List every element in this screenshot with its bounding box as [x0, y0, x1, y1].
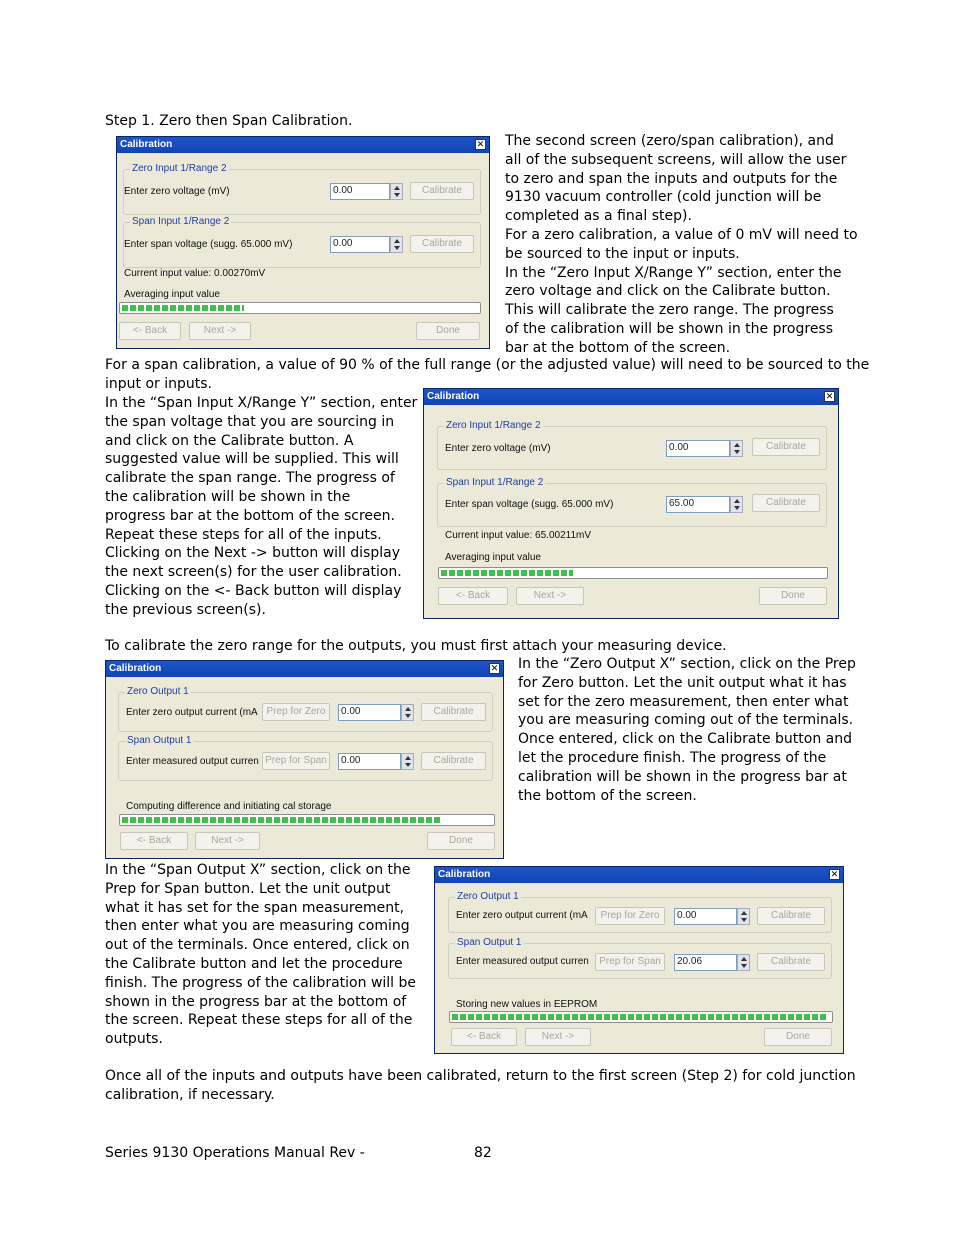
back-button[interactable]: <- Back: [119, 322, 181, 340]
zero-output-input[interactable]: 0.00: [338, 704, 401, 721]
calibration-dialog-2: [423, 388, 839, 619]
text-line: To calibrate the zero range for the outputs, you must first attach your measuring device.: [105, 638, 727, 654]
close-icon[interactable]: ✕: [825, 391, 834, 401]
status-text: Averaging input value: [445, 552, 541, 563]
done-button[interactable]: Done: [759, 587, 827, 605]
text-line: then enter what you are measuring coming: [105, 918, 410, 935]
zero-voltage-input[interactable]: 0.00: [330, 183, 390, 200]
done-button[interactable]: Done: [416, 322, 480, 340]
zero-voltage-spinner[interactable]: [730, 440, 743, 457]
text-line: for Zero button. Let the unit output what it has: [518, 674, 847, 691]
zero-output-spinner[interactable]: [401, 704, 414, 721]
text-line: shown in the progress bar at the bottom of: [105, 993, 407, 1010]
dialog-title: Calibration: [427, 391, 480, 402]
text-line: Prep for Span button. Let the unit output: [105, 880, 391, 897]
zero-voltage-label: Enter zero voltage (mV): [445, 443, 551, 454]
group-legend: Zero Input 1/Range 2: [132, 163, 227, 174]
calibration-dialog-4: [434, 866, 844, 1054]
dialog-title: Calibration: [120, 139, 173, 150]
closing-paragraph: [105, 1067, 856, 1105]
span-output-spinner[interactable]: [737, 954, 750, 971]
text-line: For a span calibration, a value of 90 % of the full range (or the adjusted value) will need to be sourced to the: [105, 357, 870, 373]
zero-voltage-spinner[interactable]: [390, 183, 403, 200]
text-line: Repeat these steps for all of the inputs.: [105, 526, 382, 543]
span-output-input[interactable]: 0.00: [338, 753, 401, 770]
text-line: The second screen (zero/span calibration), and: [505, 133, 834, 149]
intro-paragraph: [505, 132, 858, 358]
zero-calibrate-button[interactable]: Calibrate: [421, 703, 486, 721]
span-voltage-input[interactable]: 0.00: [330, 236, 390, 253]
span-calibrate-button[interactable]: Calibrate: [421, 752, 486, 770]
group-legend: Zero Input 1/Range 2: [446, 420, 541, 431]
text-line: Once entered, click on the Calibrate button and: [518, 731, 853, 748]
calibration-dialog-1: [116, 136, 490, 349]
span-voltage-label: Enter span voltage (sugg. 65.000 mV): [124, 239, 293, 250]
zero-calibrate-button[interactable]: Calibrate: [752, 438, 820, 456]
zero-output-paragraph: [518, 655, 856, 805]
progress-bar: [119, 302, 481, 314]
zero-voltage-label: Enter zero voltage (mV): [124, 186, 230, 197]
text-line: input or inputs.: [105, 375, 212, 392]
section-heading: [105, 113, 352, 129]
text-line: In the “Span Input X/Range Y” section, enter: [105, 395, 418, 411]
text-line: In the “Span Output X” section, click on the: [105, 862, 411, 878]
span-voltage-input[interactable]: 65.00: [666, 496, 730, 513]
done-button[interactable]: Done: [764, 1028, 832, 1046]
page-number: 82: [474, 1145, 492, 1161]
zero-voltage-input[interactable]: 0.00: [666, 440, 730, 457]
group-legend: Span Input 1/Range 2: [446, 477, 544, 488]
status-text: Storing new values in EEPROM: [456, 999, 598, 1010]
prep-for-zero-button[interactable]: Prep for Zero: [262, 703, 330, 721]
text-line: calibration, if necessary.: [105, 1086, 275, 1103]
text-line: you are measuring coming out of the terminals.: [518, 712, 854, 729]
done-button[interactable]: Done: [427, 832, 495, 850]
text-line: In the “Zero Output X” section, click on the Prep: [518, 656, 856, 672]
span-calibrate-button[interactable]: Calibrate: [757, 953, 825, 971]
text-line: This will calibrate the zero range. The progress: [505, 302, 834, 319]
text-line: completed as a final step).: [505, 208, 692, 225]
text-line: calibrate the span range. The progress of: [105, 470, 395, 487]
back-button[interactable]: <- Back: [438, 587, 508, 605]
text-line: all of the subsequent screens, will allow the user: [505, 151, 847, 168]
group-legend: Zero Output 1: [457, 891, 519, 902]
span-calibrate-button[interactable]: Calibrate: [752, 494, 820, 512]
span-voltage-spinner[interactable]: [390, 236, 403, 253]
text-line: progress bar at the bottom of the screen.: [105, 507, 395, 524]
progress-fill: [452, 1014, 826, 1020]
text-line: the previous screen(s).: [105, 601, 266, 618]
progress-fill: [122, 817, 440, 823]
progress-bar: [449, 1011, 833, 1023]
span-voltage-label: Enter span voltage (sugg. 65.000 mV): [445, 499, 614, 510]
group-legend: Span Input 1/Range 2: [132, 216, 230, 227]
span-output-label: Enter measured output curren: [126, 756, 259, 767]
current-input-value: Current input value: 65.00211mV: [445, 530, 592, 541]
back-button[interactable]: <- Back: [120, 832, 188, 850]
current-input-value: Current input value: 0.00270mV: [124, 268, 266, 279]
next-button[interactable]: Next ->: [525, 1028, 591, 1046]
progress-bar: [119, 814, 495, 826]
calibration-dialog-3: [105, 660, 504, 859]
text-line: let the procedure finish. The progress of the: [518, 749, 827, 766]
back-button[interactable]: <- Back: [451, 1028, 517, 1046]
output-intro-paragraph: [105, 637, 727, 656]
text-line: the Calibrate button and let the procedure: [105, 955, 403, 972]
text-line: of the calibration will be shown in the progress: [505, 320, 834, 337]
dialog-title-bar: [117, 137, 489, 153]
text-line: the calibration will be shown in the: [105, 488, 351, 505]
span-input-paragraph: [105, 394, 417, 620]
prep-for-span-button[interactable]: Prep for Span: [595, 953, 665, 971]
zero-calibrate-button[interactable]: Calibrate: [757, 907, 825, 925]
text-line: suggested value will be supplied. This will: [105, 451, 399, 468]
span-output-paragraph: [105, 861, 416, 1049]
zero-output-label: Enter zero output current (mA: [126, 707, 258, 718]
text-line: what it has set for the span measurement,: [105, 899, 405, 916]
text-line: the next screen(s) for the user calibration.: [105, 564, 402, 581]
text-line: the screen. Repeat these steps for all of the: [105, 1012, 413, 1029]
dialog-title: Calibration: [109, 663, 162, 674]
footer-title: Series 9130 Operations Manual Rev -: [105, 1145, 365, 1161]
zero-calibrate-button[interactable]: Calibrate: [410, 182, 474, 200]
next-button[interactable]: Next ->: [516, 587, 584, 605]
span-output-spinner[interactable]: [401, 753, 414, 770]
group-legend: Zero Output 1: [127, 686, 189, 697]
text-line: and click on the Calibrate button. A: [105, 432, 354, 449]
next-button[interactable]: Next ->: [195, 832, 260, 850]
text-line: to zero and span the inputs and outputs for the: [505, 170, 838, 187]
text-line: the span voltage that you are sourcing in: [105, 413, 395, 430]
zero-output-spinner[interactable]: [737, 908, 750, 925]
span-output-input[interactable]: 20.06: [674, 954, 737, 971]
group-legend: Span Output 1: [457, 937, 522, 948]
dialog-title-bar: [106, 661, 503, 677]
close-icon[interactable]: ✕: [830, 869, 839, 879]
span-voltage-spinner[interactable]: [730, 496, 743, 513]
span-calibrate-button[interactable]: Calibrate: [410, 235, 474, 253]
status-text: Computing difference and initiating cal storage: [126, 801, 332, 812]
span-output-label: Enter measured output curren: [456, 956, 589, 967]
text-line: bar at the bottom of the screen.: [505, 339, 731, 356]
close-icon[interactable]: ✕: [476, 139, 485, 149]
status-text: Averaging input value: [124, 289, 220, 300]
dialog-title-bar: [424, 389, 838, 405]
next-button[interactable]: Next ->: [189, 322, 251, 340]
text-line: calibration will be shown in the progress bar at: [518, 768, 847, 785]
text-line: set for the zero measurement, then enter what: [518, 693, 849, 710]
progress-bar: [438, 567, 828, 579]
dialog-title: Calibration: [438, 869, 491, 880]
text-line: out of the terminals. Once entered, click on: [105, 937, 410, 954]
heading-suffix: .: [347, 113, 353, 129]
prep-for-span-button[interactable]: Prep for Span: [262, 752, 330, 770]
progress-fill: [441, 570, 573, 576]
text-line: Once all of the inputs and outputs have been calibrated, return to the first screen (Step 2) for cold junction: [105, 1068, 856, 1084]
heading-title: Step 1. Zero then Span Calibration: [105, 113, 348, 129]
text-line: the bottom of the screen.: [518, 787, 697, 804]
close-icon[interactable]: ✕: [490, 663, 499, 673]
prep-for-zero-button[interactable]: Prep for Zero: [595, 907, 665, 925]
dialog-title-bar: [435, 867, 843, 883]
zero-output-input[interactable]: 0.00: [674, 908, 737, 925]
text-line: zero voltage and click on the Calibrate button.: [505, 283, 831, 300]
progress-fill: [122, 305, 244, 311]
zero-output-label: Enter zero output current (mA: [456, 910, 588, 921]
text-line: outputs.: [105, 1031, 163, 1048]
text-line: be sourced to the input or inputs.: [505, 245, 740, 262]
text-line: In the “Zero Input X/Range Y” section, enter the: [505, 264, 842, 281]
text-line: 9130 vacuum controller (cold junction will be: [505, 189, 822, 206]
text-line: finish. The progress of the calibration will be: [105, 974, 417, 991]
text-line: Clicking on the <- Back button will display: [105, 582, 402, 599]
text-line: Clicking on the Next -> button will display: [105, 545, 400, 562]
text-line: For a zero calibration, a value of 0 mV will need to: [505, 226, 858, 243]
group-legend: Span Output 1: [127, 735, 192, 746]
